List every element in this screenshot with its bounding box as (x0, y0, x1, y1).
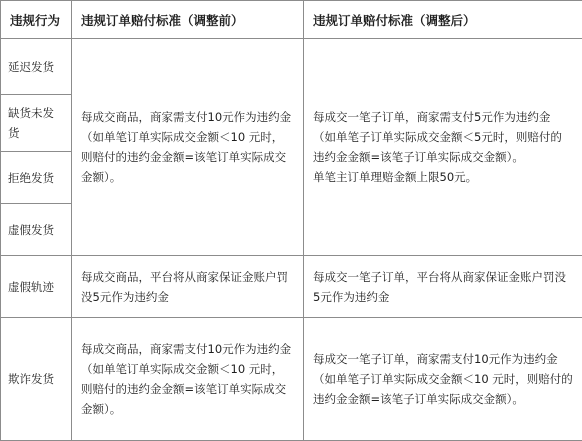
after-standard-text: 每成交一笔子订单，商家需支付5元作为违约金（如单笔子订单实际成交金额＜5元时，则赔付的违约金金额=该笔子订单实际成交金额）。 (313, 107, 573, 167)
before-standard-group1: 每成交商品，商家需支付10元作为违约金（如单笔订单实际成交金额＜10 元时，则赔付的违约金金额=该笔订单实际成交金额）。 (72, 39, 304, 256)
table-row (1, 39, 582, 95)
behavior-fake-ship: 虚假发货 (1, 204, 72, 256)
after-standard-cap: 单笔主订单理赔金额上限50元。 (313, 167, 573, 187)
behavior-out-of-stock: 缺货未发货 (1, 95, 72, 152)
before-standard-fraud: 每成交商品，商家需支付10元作为违约金（如单笔订单实际成交金额＜10 元时，则赔付的违约金金额=该笔订单实际成交金额）。 (72, 318, 304, 441)
after-standard-track: 每成交一笔子订单，平台将从商家保证金账户罚没5元作为违约金 (304, 256, 582, 318)
behavior-fake-track: 虚假轨迹 (1, 256, 72, 318)
table-row (1, 318, 582, 441)
header-row (1, 1, 582, 39)
after-standard-group1 (304, 39, 582, 256)
behavior-refuse: 拒绝发货 (1, 152, 72, 204)
behavior-delay: 延迟发货 (1, 39, 72, 95)
header-after: 违规订单赔付标准（调整后） (304, 1, 582, 39)
table-row (1, 256, 582, 318)
header-before: 违规订单赔付标准（调整前） (72, 1, 304, 39)
header-behavior: 违规行为 (1, 1, 72, 39)
behavior-fraud-ship: 欺诈发货 (1, 318, 72, 441)
before-standard-track: 每成交商品，平台将从商家保证金账户罚没5元作为违约金 (72, 256, 304, 318)
after-standard-fraud: 每成交一笔子订单，商家需支付10元作为违约金（如单笔子订单实际成交金额＜10 元时，则赔付的违约金金额=该笔子订单实际成交金额）。 (304, 318, 582, 441)
